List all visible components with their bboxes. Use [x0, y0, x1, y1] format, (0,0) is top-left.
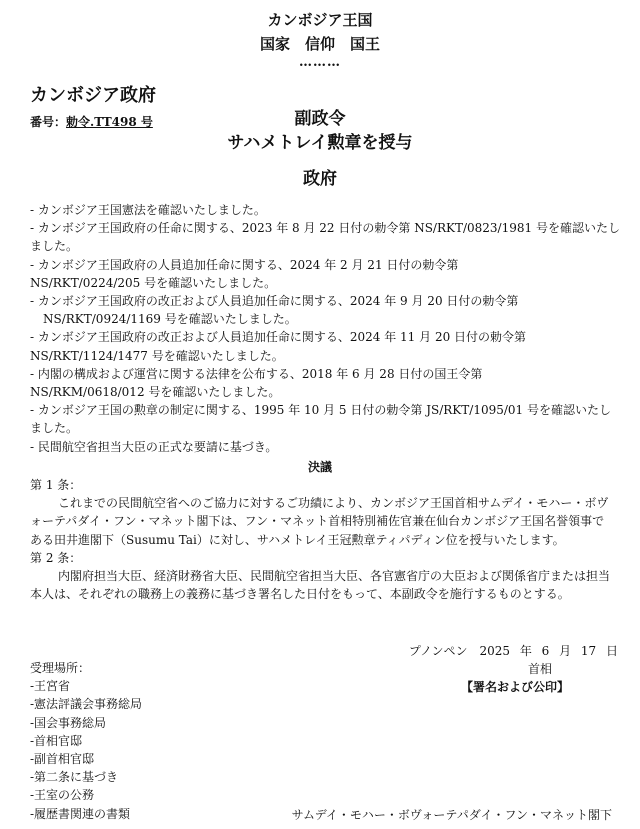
- preamble-line: NS/RKT/0224/205 号を確認いたしました。: [30, 275, 277, 290]
- preamble-line: NS/RKT/1124/1477 号を確認いたしました。: [30, 348, 284, 363]
- kingdom-heading: カンボジア王国: [267, 11, 373, 29]
- resolution-heading: 決議: [307, 460, 332, 474]
- preamble-line: - カンボジア王国政府の改正および人員追加任命に関する、2024 年 9 月 20 日付の勅令第: [30, 294, 519, 309]
- article-body: これまでの民間航空省へのご協力に対するご功績により、カンボジア王国首相サムデイ・モハー・ボヴォーテパダイ・フン・マネット閣下は、フン・マネット首相特別補佐官兼在仙台カンボジア王国名誉領事である田井進閣下（Susumu Tai）に対し、サハメトレイ王冠勲章ティパディン位を授与いたします。: [30, 496, 609, 547]
- recipient-item: -王宮省: [30, 679, 71, 694]
- signature-seal-note: 【署名および公印】: [460, 680, 569, 694]
- recipient-item: -履歴書関連の書類: [30, 806, 131, 821]
- article-heading: 第 2 条：: [30, 550, 82, 565]
- preamble-line: - カンボジア王国政府の改正および人員追加任命に関する、2024 年 11 月 20 日付の勅令第: [30, 330, 527, 345]
- recipient-item: -王室の公務: [30, 788, 95, 803]
- preamble-line: - 民間航空省担当大臣の正式な要請に基づき。: [30, 439, 278, 454]
- recipient-item: -副首相官邸: [30, 752, 95, 767]
- preamble-line: - カンボジア王国憲法を確認いたしました。: [30, 203, 266, 217]
- decree-subject: サハメトレイ勲章を授与: [227, 133, 413, 153]
- prime-minister-title: 首相: [527, 662, 552, 676]
- recipients-heading: 受理場所：: [30, 661, 91, 675]
- preamble-line: - 内閣の構成および運営に関する法律を公布する、2018 年 6 月 28 日付の国王令第: [30, 366, 483, 381]
- preamble-line: - カンボジア王国政府の任命に関する、2023 年 8 月 22 日付の勅令第 NS/RKT/0823/1981 号を確認いたしました。: [30, 221, 620, 254]
- national-motto: 国家 信仰 国王: [259, 35, 380, 53]
- decree-number-label: 番号：: [30, 115, 67, 129]
- recipient-item: -憲法評議会事務総局: [30, 697, 143, 712]
- header-separator: ………: [299, 55, 341, 70]
- article-heading: 第 1 条：: [30, 478, 82, 492]
- article-body: 内閣府担当大臣、経済財務省大臣、民間航空省担当大臣、各官憲省庁の大臣および関係省庁または担当本人は、それぞれの職務上の義務に基づき署名した日付をもって、本副政令を施行するものとする。: [30, 569, 611, 602]
- place-and-date: プノンペン 2025 年 6 月 17 日: [408, 644, 618, 658]
- preamble-line: - カンボジア王国政府の人員追加任命に関する、2024 年 2 月 21 日付の勅令第: [30, 257, 459, 272]
- articles: [30, 476, 616, 603]
- issuer-heading: 政府: [303, 169, 337, 189]
- recipient-item: -首相官邸: [30, 733, 83, 748]
- government-name: カンボジア政府: [30, 85, 156, 106]
- decree-number-value: 勅令.TT498 号: [66, 115, 153, 129]
- preamble: [30, 201, 620, 456]
- recipients-list: [30, 659, 142, 823]
- preamble-line: NS/RKT/0924/1169 号を確認いたしました。: [43, 312, 297, 327]
- recipient-item: -第二条に基づき: [30, 770, 119, 785]
- signatory-name: サムデイ・モハー・ボヴォーテパダイ・フン・マネット閣下: [291, 808, 612, 822]
- preamble-line: - カンボジア王国の勲章の制定に関する、1995 年 10 月 5 日付の勅令第 JS/RKT/1095/01 号を確認いたしました。: [30, 403, 611, 436]
- preamble-line: NS/RKM/0618/012 号を確認いたしました。: [30, 385, 281, 400]
- recipient-item: -国会事務総局: [30, 715, 107, 730]
- decree-title: 副政令: [294, 109, 346, 129]
